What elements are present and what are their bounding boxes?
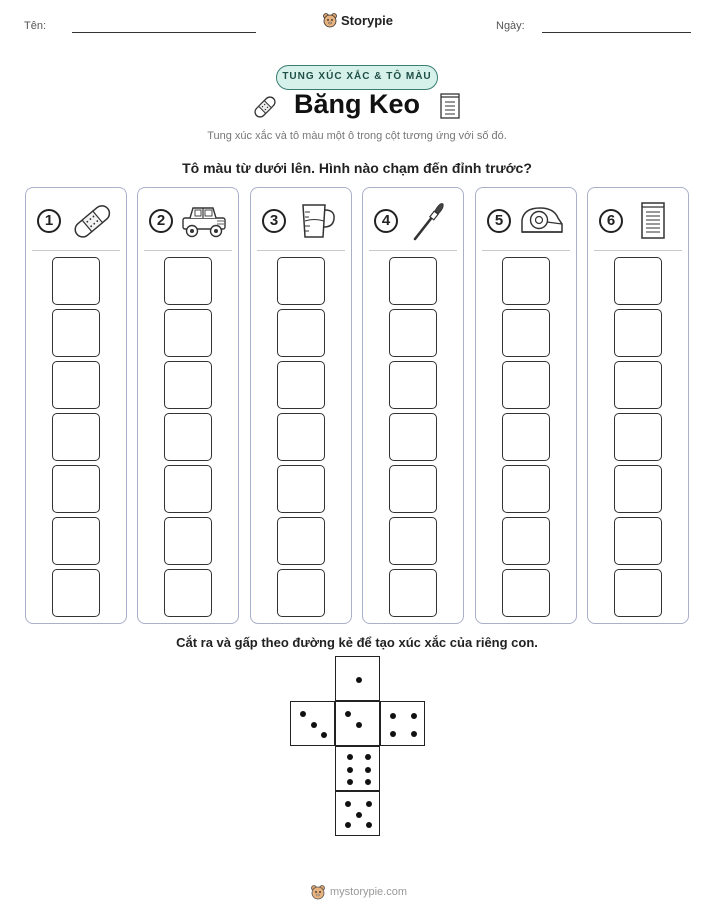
color-cell[interactable]: [614, 465, 662, 513]
color-cell[interactable]: [614, 257, 662, 305]
name-line[interactable]: [72, 32, 256, 33]
color-cell[interactable]: [52, 257, 100, 305]
color-cell[interactable]: [164, 309, 212, 357]
color-cell[interactable]: [52, 361, 100, 409]
column-number: 4: [374, 209, 398, 233]
dice-pip: [321, 732, 327, 738]
dice-pip: [366, 822, 372, 828]
color-cell[interactable]: [389, 257, 437, 305]
color-cell[interactable]: [502, 309, 550, 357]
dice-pip: [345, 801, 351, 807]
jeep-icon: [180, 200, 228, 242]
dice-face-3: [290, 701, 335, 746]
dice-pip: [300, 711, 306, 717]
color-cell[interactable]: [52, 569, 100, 617]
color-cell[interactable]: [277, 569, 325, 617]
color-cell[interactable]: [502, 257, 550, 305]
color-cell[interactable]: [164, 517, 212, 565]
notepad-icon: [438, 92, 462, 120]
color-cell[interactable]: [614, 569, 662, 617]
brand-name: Storypie: [341, 12, 394, 28]
color-cell[interactable]: [389, 361, 437, 409]
column-divider: [594, 250, 682, 251]
color-cell[interactable]: [614, 361, 662, 409]
color-cell[interactable]: [614, 413, 662, 461]
date-line[interactable]: [542, 32, 691, 33]
bear-logo-icon: [310, 884, 326, 900]
bandage-icon: [68, 200, 116, 242]
paintbrush-icon: [405, 200, 453, 242]
dice-pip: [347, 767, 353, 773]
color-cell[interactable]: [52, 309, 100, 357]
bear-logo-icon: [322, 12, 338, 28]
instructions: Tung xúc xắc và tô màu một ô trong cột tương ứng với số đó.: [207, 130, 507, 142]
color-cell[interactable]: [614, 517, 662, 565]
measuring-cup-icon: [293, 200, 341, 242]
dice-pip: [356, 722, 362, 728]
brand-logo: [322, 12, 393, 28]
dice-column-6: [587, 187, 689, 624]
question: Tô màu từ dưới lên. Hình nào chạm đến đỉnh trước?: [182, 160, 532, 176]
column-number: 2: [149, 209, 173, 233]
dice-pip: [365, 767, 371, 773]
color-cell[interactable]: [277, 309, 325, 357]
color-cell[interactable]: [277, 517, 325, 565]
dice-column-5: [475, 187, 577, 624]
dice-pip: [345, 711, 351, 717]
color-cell[interactable]: [389, 569, 437, 617]
dice-column-4: [362, 187, 464, 624]
date-label: Ngày:: [496, 20, 525, 32]
color-cell[interactable]: [502, 361, 550, 409]
footer-url: mystorypie.com: [330, 886, 408, 898]
column-number: 6: [599, 209, 623, 233]
dice-column-3: [250, 187, 352, 624]
name-label: Tên:: [24, 20, 47, 32]
color-cell[interactable]: [277, 413, 325, 461]
column-divider: [257, 250, 345, 251]
column-divider: [482, 250, 570, 251]
dice-pip: [311, 722, 317, 728]
cut-instruction: Cắt ra và gấp theo đường kẻ để tạo xúc xắc của riêng con.: [176, 635, 538, 650]
color-cell[interactable]: [52, 413, 100, 461]
dice-face-2: [335, 701, 380, 746]
color-cell[interactable]: [52, 465, 100, 513]
notepad-icon: [630, 200, 678, 242]
dice-pip: [390, 731, 396, 737]
dice-face-4: [380, 701, 425, 746]
color-cell[interactable]: [164, 257, 212, 305]
footer: [310, 884, 407, 900]
color-cell[interactable]: [389, 413, 437, 461]
color-cell[interactable]: [52, 517, 100, 565]
color-cell[interactable]: [389, 465, 437, 513]
column-divider: [32, 250, 120, 251]
color-cell[interactable]: [164, 361, 212, 409]
dice-pip: [347, 754, 353, 760]
column-number: 3: [262, 209, 286, 233]
dice-pip: [365, 754, 371, 760]
column-number: 1: [37, 209, 61, 233]
dice-pip: [356, 812, 362, 818]
dice-pip: [390, 713, 396, 719]
dice-column-2: [137, 187, 239, 624]
dice-pip: [411, 731, 417, 737]
color-cell[interactable]: [502, 413, 550, 461]
color-cell[interactable]: [277, 465, 325, 513]
dice-face-6: [335, 746, 380, 791]
dice-column-1: [25, 187, 127, 624]
dice-pip: [345, 822, 351, 828]
tape-dispenser-icon: [518, 200, 566, 242]
color-cell[interactable]: [502, 517, 550, 565]
color-cell[interactable]: [502, 465, 550, 513]
dice-pip: [411, 713, 417, 719]
color-cell[interactable]: [164, 465, 212, 513]
dice-pip: [366, 801, 372, 807]
color-cell[interactable]: [164, 413, 212, 461]
color-cell[interactable]: [389, 517, 437, 565]
page-title: Băng Keo: [293, 89, 420, 119]
column-divider: [369, 250, 457, 251]
dice-pip: [365, 779, 371, 785]
column-number: 5: [487, 209, 511, 233]
color-cell[interactable]: [164, 569, 212, 617]
color-cell[interactable]: [277, 361, 325, 409]
color-cell[interactable]: [502, 569, 550, 617]
activity-badge: TUNG XÚC XẮC & TÔ MÀU: [276, 65, 438, 90]
color-cell[interactable]: [614, 309, 662, 357]
dice-pip: [356, 677, 362, 683]
color-cell[interactable]: [389, 309, 437, 357]
color-cell[interactable]: [277, 257, 325, 305]
dice-face-1: [335, 656, 380, 701]
dice-pip: [347, 779, 353, 785]
dice-face-5: [335, 791, 380, 836]
column-divider: [144, 250, 232, 251]
